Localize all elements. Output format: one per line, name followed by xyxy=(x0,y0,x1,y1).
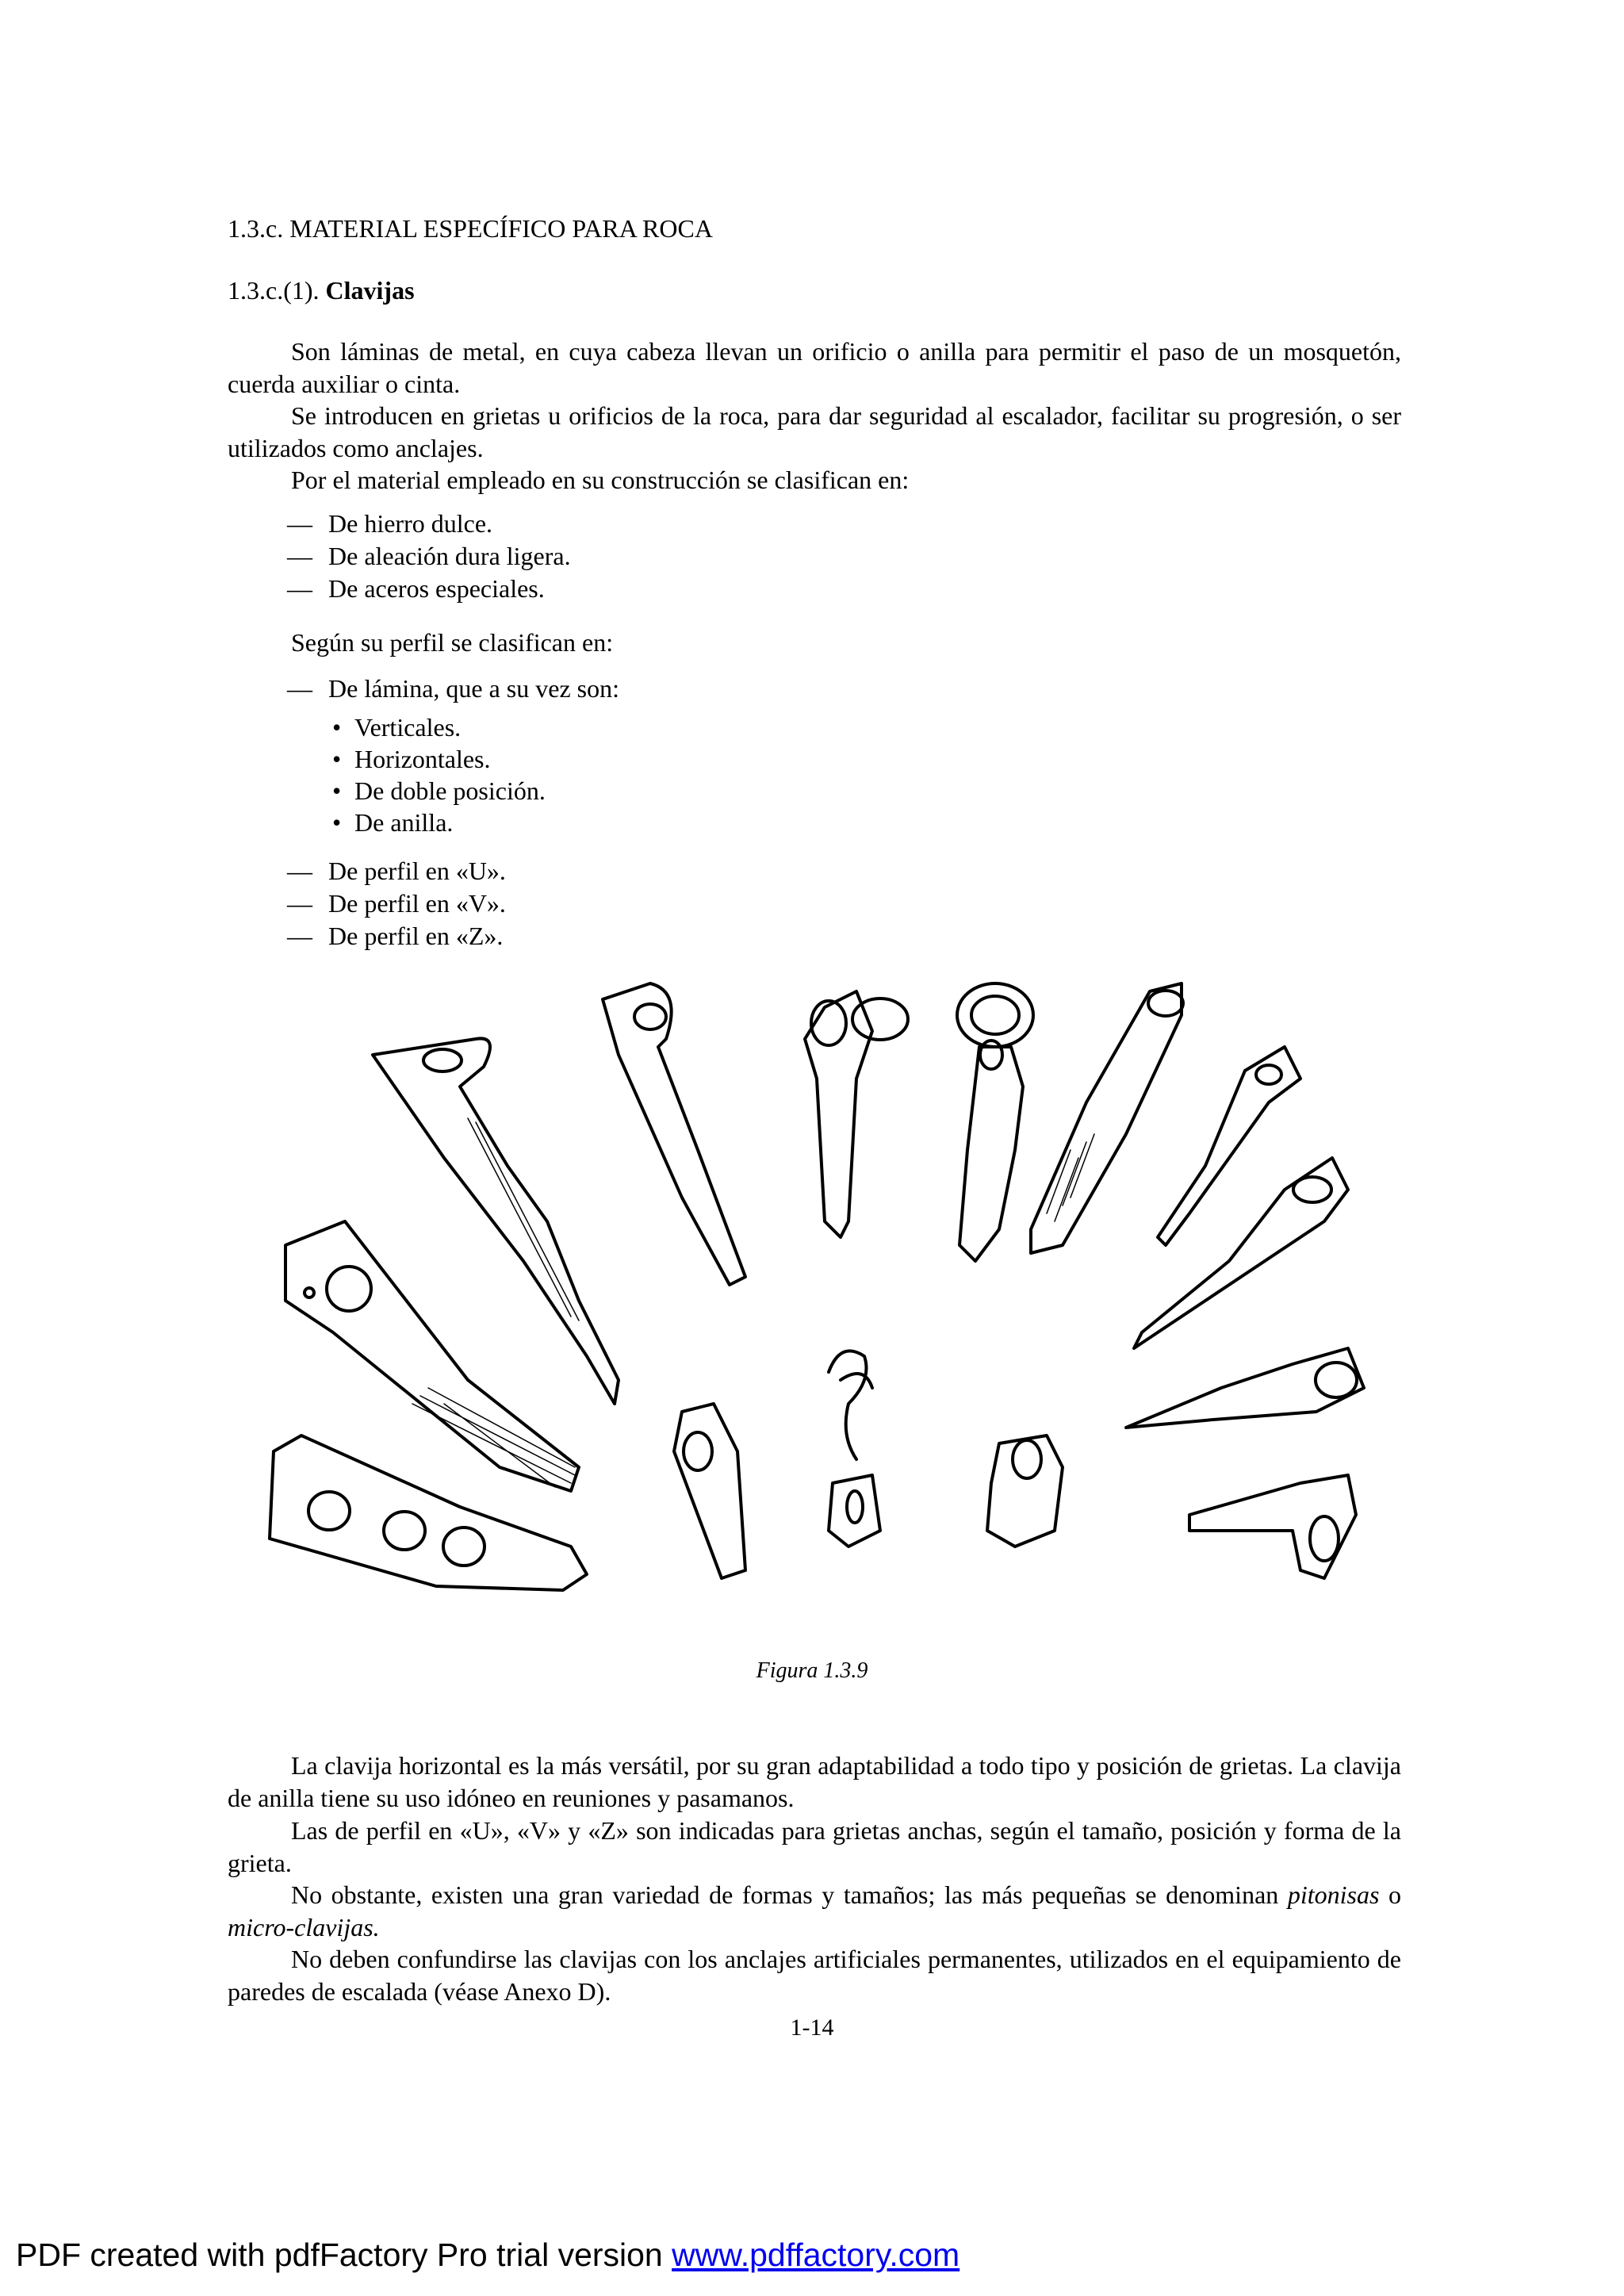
subsection-number: 1.3.c.(1). xyxy=(228,276,320,305)
lamina-type: • De anilla. xyxy=(332,808,454,837)
material-item: — De aceros especiales. xyxy=(287,574,545,603)
piton-drawing xyxy=(603,983,745,1285)
body-paragraph-3: No obstante, existen una gran variedad de formas y tamaños; las más pequeñas se denominan pitonisas o micro-clavijas. xyxy=(228,1880,1402,1941)
piton-drawing xyxy=(1189,1475,1356,1578)
piton-drawing xyxy=(957,983,1033,1261)
profile-item: — De perfil en «V». xyxy=(287,889,506,918)
intro-paragraph-1: Son láminas de metal, en cuya cabeza llevan un orificio o anilla para permitir el paso de un mosquetón, cuerda auxiliar o cinta. xyxy=(228,337,1401,398)
profile-item: — De perfil en «Z». xyxy=(287,922,504,950)
piton-drawing xyxy=(674,1404,745,1578)
lamina-type: • Horizontales. xyxy=(332,745,491,773)
piton-drawing xyxy=(805,991,908,1237)
intro-paragraph-2: Se introducen en grietas u orificios de la roca, para dar seguridad al escalador, facilitar su progresión, o ser utilizados como anclajes. xyxy=(228,401,1401,462)
subsection-heading xyxy=(228,274,415,306)
piton-drawing xyxy=(987,1435,1063,1547)
profile-item: — De perfil en «U». xyxy=(287,857,506,885)
lamina-type: • De doble posición. xyxy=(332,776,546,805)
piton-drawing xyxy=(1126,1348,1364,1428)
term-micro-clavijas: micro-clavijas. xyxy=(228,1912,380,1941)
pitons-illustration xyxy=(238,960,1411,1650)
piton-drawing xyxy=(1031,983,1183,1253)
body-paragraph-2: Las de perfil en «U», «V» y «Z» son indicadas para grietas anchas, según el tamaño, posición y forma de la grieta. xyxy=(228,1816,1401,1877)
page-number: 1-14 xyxy=(790,2014,834,2041)
figure-caption: Figura 1.3.9 xyxy=(756,1658,868,1683)
body-paragraph-1: La clavija horizontal es la más versátil, por su gran adaptabilidad a todo tipo y posición de grietas. La clavija de anilla tiene su uso idóneo en reuniones y pasamanos. xyxy=(228,1751,1401,1812)
profile-lamina: — De lámina, que a su vez son: xyxy=(287,674,619,703)
pdf-footer xyxy=(16,2237,959,2274)
profile-intro: Según su perfil se clasifican en: xyxy=(291,628,614,657)
lamina-type: • Verticales. xyxy=(332,713,462,742)
material-item: — De hierro dulce. xyxy=(287,509,493,538)
piton-drawing xyxy=(1134,1158,1348,1348)
footer-link[interactable]: www.pdffactory.com xyxy=(672,2237,960,2273)
piton-drawing xyxy=(829,1351,880,1547)
subsection-title: Clavijas xyxy=(325,276,415,305)
term-pitonisas: pitonisas xyxy=(1287,1880,1380,1909)
intro-paragraph-3: Por el material empleado en su construcción se clasifican en: xyxy=(291,466,910,494)
body-paragraph-4: No deben confundirse las clavijas con los anclajes artificiales permanentes, utilizados en el equipamiento de paredes de escalada (véase Anexo D). xyxy=(228,1945,1401,2006)
section-heading: 1.3.c. MATERIAL ESPECÍFICO PARA ROCA xyxy=(228,214,713,243)
material-item: — De aleación dura ligera. xyxy=(287,542,571,570)
footer-text: PDF created with pdfFactory Pro trial version xyxy=(16,2237,672,2273)
